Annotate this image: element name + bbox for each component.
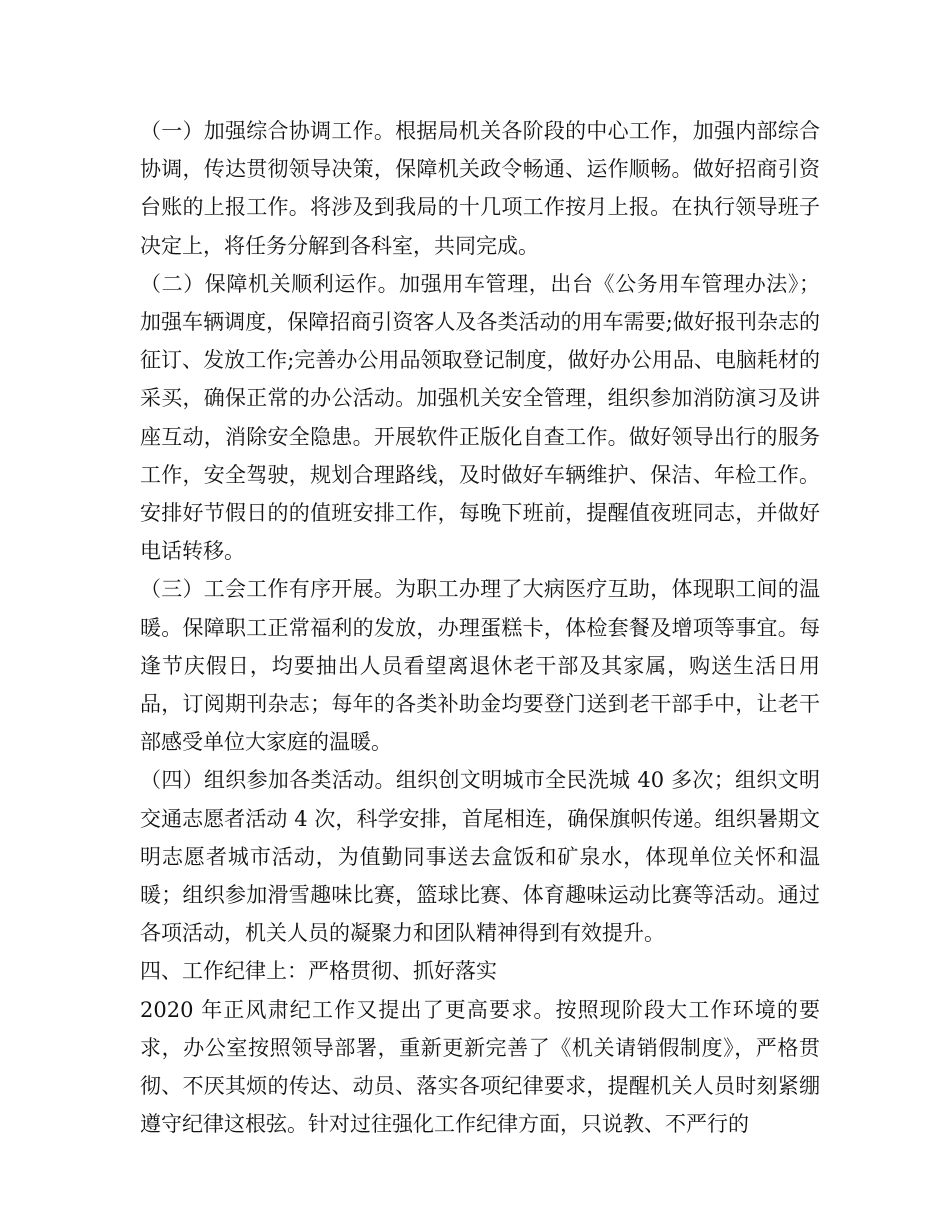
document-body	[140, 112, 820, 1143]
paragraph-activities: （四）组织参加各类活动。组织创文明城市全民洗城 40 多次；组织文明交通志愿者活动 4 次，科学安排，首尾相连，确保旗帜传递。组织暑期文明志愿者城市活动，为值勤同事送去盒饭和矿泉水，体现单位关怀和温暖；组织参加滑雪趣味比赛，篮球比赛、体育趣味运动比赛等活动。通过各项活动，机关人员的凝聚力和团队精神得到有效提升。	[140, 768, 820, 946]
paragraph-comprehensive-coordination: （一）加强综合协调工作。根据局机关各阶段的中心工作，加强内部综合协调，传达贯彻领导决策，保障机关政令畅通、运作顺畅。做好招商引资台账的上报工作。将涉及到我局的十几项工作按月上报。在执行领导班子决定上，将任务分解到各科室，共同完成。	[140, 119, 820, 258]
section-heading-work-discipline: 四、工作纪律上：严格贯彻、抓好落实	[140, 959, 497, 984]
paragraph-union-work: （三）工会工作有序开展。为职工办理了大病医疗互助，体现职工间的温暖。保障职工正常福利的发放，办理蛋糕卡，体检套餐及增项等事宜。每逢节庆假日，均要抽出人员看望离退休老干部及其家属，购送生活日用品，订阅期刊杂志；每年的各类补助金均要登门送到老干部手中，让老干部感受单位大家庭的温暖。	[140, 577, 820, 755]
paragraph-discipline-2020: 2020 年正风肃纪工作又提出了更高要求。按照现阶段大工作环境的要求，办公室按照领导部署，重新更新完善了《机关请销假制度》，严格贯彻、不厌其烦的传达、动员、落实各项纪律要求，提醒机关人员时刻紧绷遵守纪律这根弦。针对过往强化工作纪律方面，只说教、不严行的	[140, 997, 820, 1137]
paragraph-office-operations: （二）保障机关顺利运作。加强用车管理，出台《公务用车管理办法》；加强车辆调度，保障招商引资客人及各类活动的用车需要;做好报刊杂志的征订、发放工作;完善办公用品领取登记制度，做好办公用品、电脑耗材的采买，确保正常的办公活动。加强机关安全管理，组织参加消防演习及讲座互动，消除安全隐患。开展软件正版化自查工作。做好领导出行的服务工作，安全驾驶，规划合理路线，及时做好车辆维护、保洁、年检工作。安排好节假日的的值班安排工作，每晚下班前，提醒值夜班同志，并做好电话转移。	[140, 271, 820, 564]
